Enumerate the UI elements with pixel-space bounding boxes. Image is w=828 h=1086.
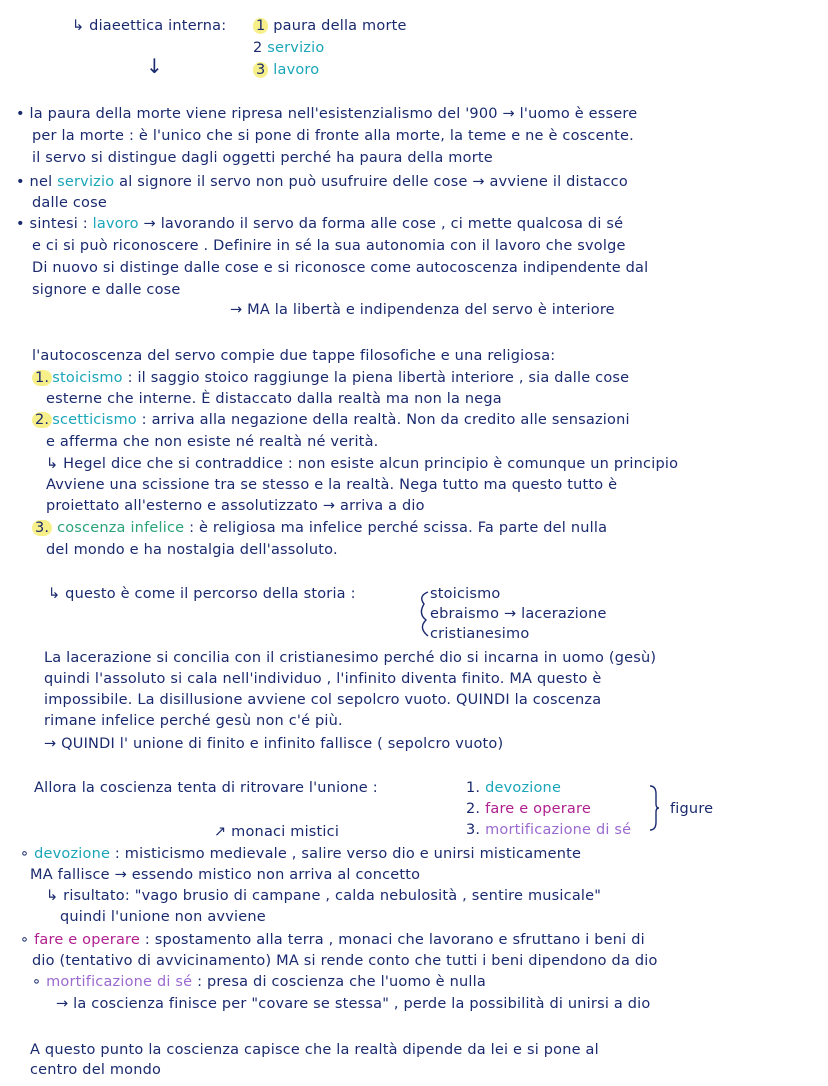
- stage-stoicismo-text: : il saggio stoico raggiunge la piena libertà interiore , sia dalle cose: [127, 370, 630, 386]
- figure-mortificazione-title: mortificazione di sé: [46, 974, 193, 990]
- ritrovare-item-2-label: fare e operare: [485, 801, 591, 817]
- header-item-3-num: 3: [253, 62, 268, 78]
- stage-scetticismo-line-5: proiettato all'esterno e assolutizzato → arriva a dio: [46, 498, 425, 514]
- figure-devozione-title: devozione: [34, 846, 111, 862]
- ritrovare-item-1-num: 1.: [466, 780, 481, 796]
- figure-fare-title: fare e operare: [34, 932, 140, 948]
- figure-label: figure: [670, 801, 714, 817]
- lacerazione-line-1: La lacerazione si concilia con il cristianesimo perché dio si incarna in uomo (gesù): [44, 650, 657, 666]
- history-intro: ↳ questo è come il percorso della storia :: [48, 586, 356, 602]
- conclusion-line-1: A questo punto la coscienza capisce che la realtà dipende da lei e si pone al: [30, 1042, 599, 1058]
- figure-devozione-line-4: quindi l'unione non avviene: [60, 909, 266, 925]
- header-item-2: [253, 38, 324, 58]
- ritrovare-item-1-label: devozione: [485, 780, 562, 796]
- para2-line-2: dalle cose: [32, 195, 107, 211]
- para3-keyword: lavoro: [92, 216, 139, 232]
- stage-stoicismo: [32, 368, 629, 388]
- header-item-3: [253, 60, 319, 80]
- stage-scetticismo-title: scetticismo: [52, 412, 137, 428]
- para3-line-4: signore e dalle cose: [32, 282, 181, 298]
- stage-scetticismo-num: 2.: [32, 412, 52, 428]
- stage-coscenza-line-2: del mondo e ha nostalgia dell'assoluto.: [46, 542, 338, 558]
- bullet-icon: ∘: [20, 846, 30, 862]
- stage-scetticismo-line-4: Avviene una scissione tra se stesso e la realtà. Nega tutto ma questo tutto è: [46, 477, 618, 493]
- history-item-2: ebraismo → lacerazione: [430, 606, 607, 622]
- stage-coscenza-num: 3.: [32, 520, 52, 536]
- down-arrow-icon: ↓: [146, 54, 163, 78]
- header-item-3-label: lavoro: [273, 62, 320, 78]
- history-bracket-icon: [416, 590, 430, 638]
- header-item-1-label: paura della morte: [273, 18, 407, 34]
- para1-line-1: • la paura della morte viene ripresa nell'esistenzialismo del '900 → l'uomo è essere: [16, 106, 638, 122]
- para3-line-1: [16, 214, 623, 234]
- lacerazione-line-2: quindi l'assoluto si cala nell'individuo , l'infinito diventa finito. MA questo è: [44, 671, 602, 687]
- para3-note: → MA la libertà e indipendenza del servo è interiore: [230, 302, 615, 318]
- monaci-note: ↗ monaci mistici: [214, 824, 340, 840]
- para3-prefix: • sintesi :: [16, 216, 88, 232]
- bullet-icon: ∘: [32, 974, 42, 990]
- stage-coscenza-title: coscenza infelice: [57, 520, 185, 536]
- figure-fare: [20, 930, 645, 950]
- lacerazione-line-4: rimane infelice perché gesù non c'é più.: [44, 713, 343, 729]
- header-item-1-num: 1: [253, 18, 268, 34]
- stage-scetticismo-line-3: ↳ Hegel dice che si contraddice : non esiste alcun principio è comunque un principio: [46, 456, 679, 472]
- figure-devozione-line-2: MA fallisce → essendo mistico non arriva al concetto: [30, 867, 421, 883]
- para3-line-3: Di nuovo si distinge dalle cose e si riconosce come autocoscenza indipendente dal: [32, 260, 649, 276]
- ritrovare-item-3: [466, 820, 631, 840]
- ritrovare-item-3-label: mortificazione di sé: [485, 822, 632, 838]
- stage-scetticismo-text: : arriva alla negazione della realtà. Non da credito alle sensazioni: [141, 412, 630, 428]
- header-item-1: [253, 16, 407, 36]
- conclusion-line-2: centro del mondo: [30, 1062, 162, 1078]
- para2-prefix: • nel: [16, 174, 53, 190]
- ritrovare-item-3-num: 3.: [466, 822, 481, 838]
- stage-stoicismo-line-2: esterne che interne. È distaccato dalla realtà ma non la nega: [46, 391, 502, 407]
- stage-scetticismo: [32, 410, 630, 430]
- figure-mortificazione: [32, 972, 486, 992]
- stage-coscenza-text: : è religiosa ma infelice perché scissa. Fa parte del nulla: [189, 520, 608, 536]
- ritrovare-item-2-num: 2.: [466, 801, 481, 817]
- figure-bracket-icon: [648, 784, 660, 832]
- history-item-3: cristianesimo: [430, 626, 530, 642]
- figure-devozione: [20, 844, 581, 864]
- figure-fare-line-2: dio (tentativo di avvicinamento) MA si rende conto che tutti i beni dipendono da dio: [32, 953, 658, 969]
- para3-rest: → lavorando il servo da forma alle cose , ci mette qualcosa di sé: [143, 216, 624, 232]
- ritrovare-item-1: [466, 778, 561, 798]
- figure-fare-text: : spostamento alla terra , monaci che lavorano e sfruttano i beni di: [144, 932, 645, 948]
- ritrovare-item-2: [466, 799, 591, 819]
- stage-scetticismo-line-2: e afferma che non esiste né realtà né verità.: [46, 434, 379, 450]
- stage-coscenza: [32, 518, 607, 538]
- figure-devozione-text: : misticismo medievale , salire verso dio e unirsi misticamente: [114, 846, 582, 862]
- para2-rest: al signore il servo non può usufruire delle cose → avviene il distacco: [119, 174, 628, 190]
- para2-keyword: servizio: [57, 174, 115, 190]
- stages-intro: l'autocoscenza del servo compie due tappe filosofiche e una religiosa:: [32, 348, 556, 364]
- figure-devozione-line-3: ↳ risultato: "vago brusio di campane , calda nebulosità , sentire musicale": [46, 888, 602, 904]
- para1-line-3: il servo si distingue dagli oggetti perché ha paura della morte: [32, 150, 493, 166]
- lacerazione-line-5: → QUINDI l' unione di finito e infinito fallisce ( sepolcro vuoto): [44, 736, 504, 752]
- stage-stoicismo-title: stoicismo: [52, 370, 123, 386]
- bullet-icon: ∘: [20, 932, 30, 948]
- history-item-1: stoicismo: [430, 586, 501, 602]
- header-intro: ↳ diaeettica interna:: [72, 18, 227, 34]
- figure-mortificazione-line-2: → la coscienza finisce per "covare se stessa" , perde la possibilità di unirsi a dio: [56, 996, 651, 1012]
- ritrovare-intro: Allora la coscienza tenta di ritrovare l'unione :: [34, 780, 378, 796]
- para3-line-2: e ci si può riconoscere . Definire in sé la sua autonomia con il lavoro che svolge: [32, 238, 626, 254]
- lacerazione-line-3: impossibile. La disillusione avviene col sepolcro vuoto. QUINDI la coscenza: [44, 692, 602, 708]
- header-item-2-num: 2: [253, 40, 263, 56]
- stage-stoicismo-num: 1.: [32, 370, 52, 386]
- figure-mortificazione-text: : presa di coscienza che l'uomo è nulla: [197, 974, 486, 990]
- para1-line-2: per la morte : è l'unico che si pone di fronte alla morte, la teme e ne è coscente.: [32, 128, 634, 144]
- para2-line-1: [16, 172, 628, 192]
- header-item-2-label: servizio: [267, 40, 325, 56]
